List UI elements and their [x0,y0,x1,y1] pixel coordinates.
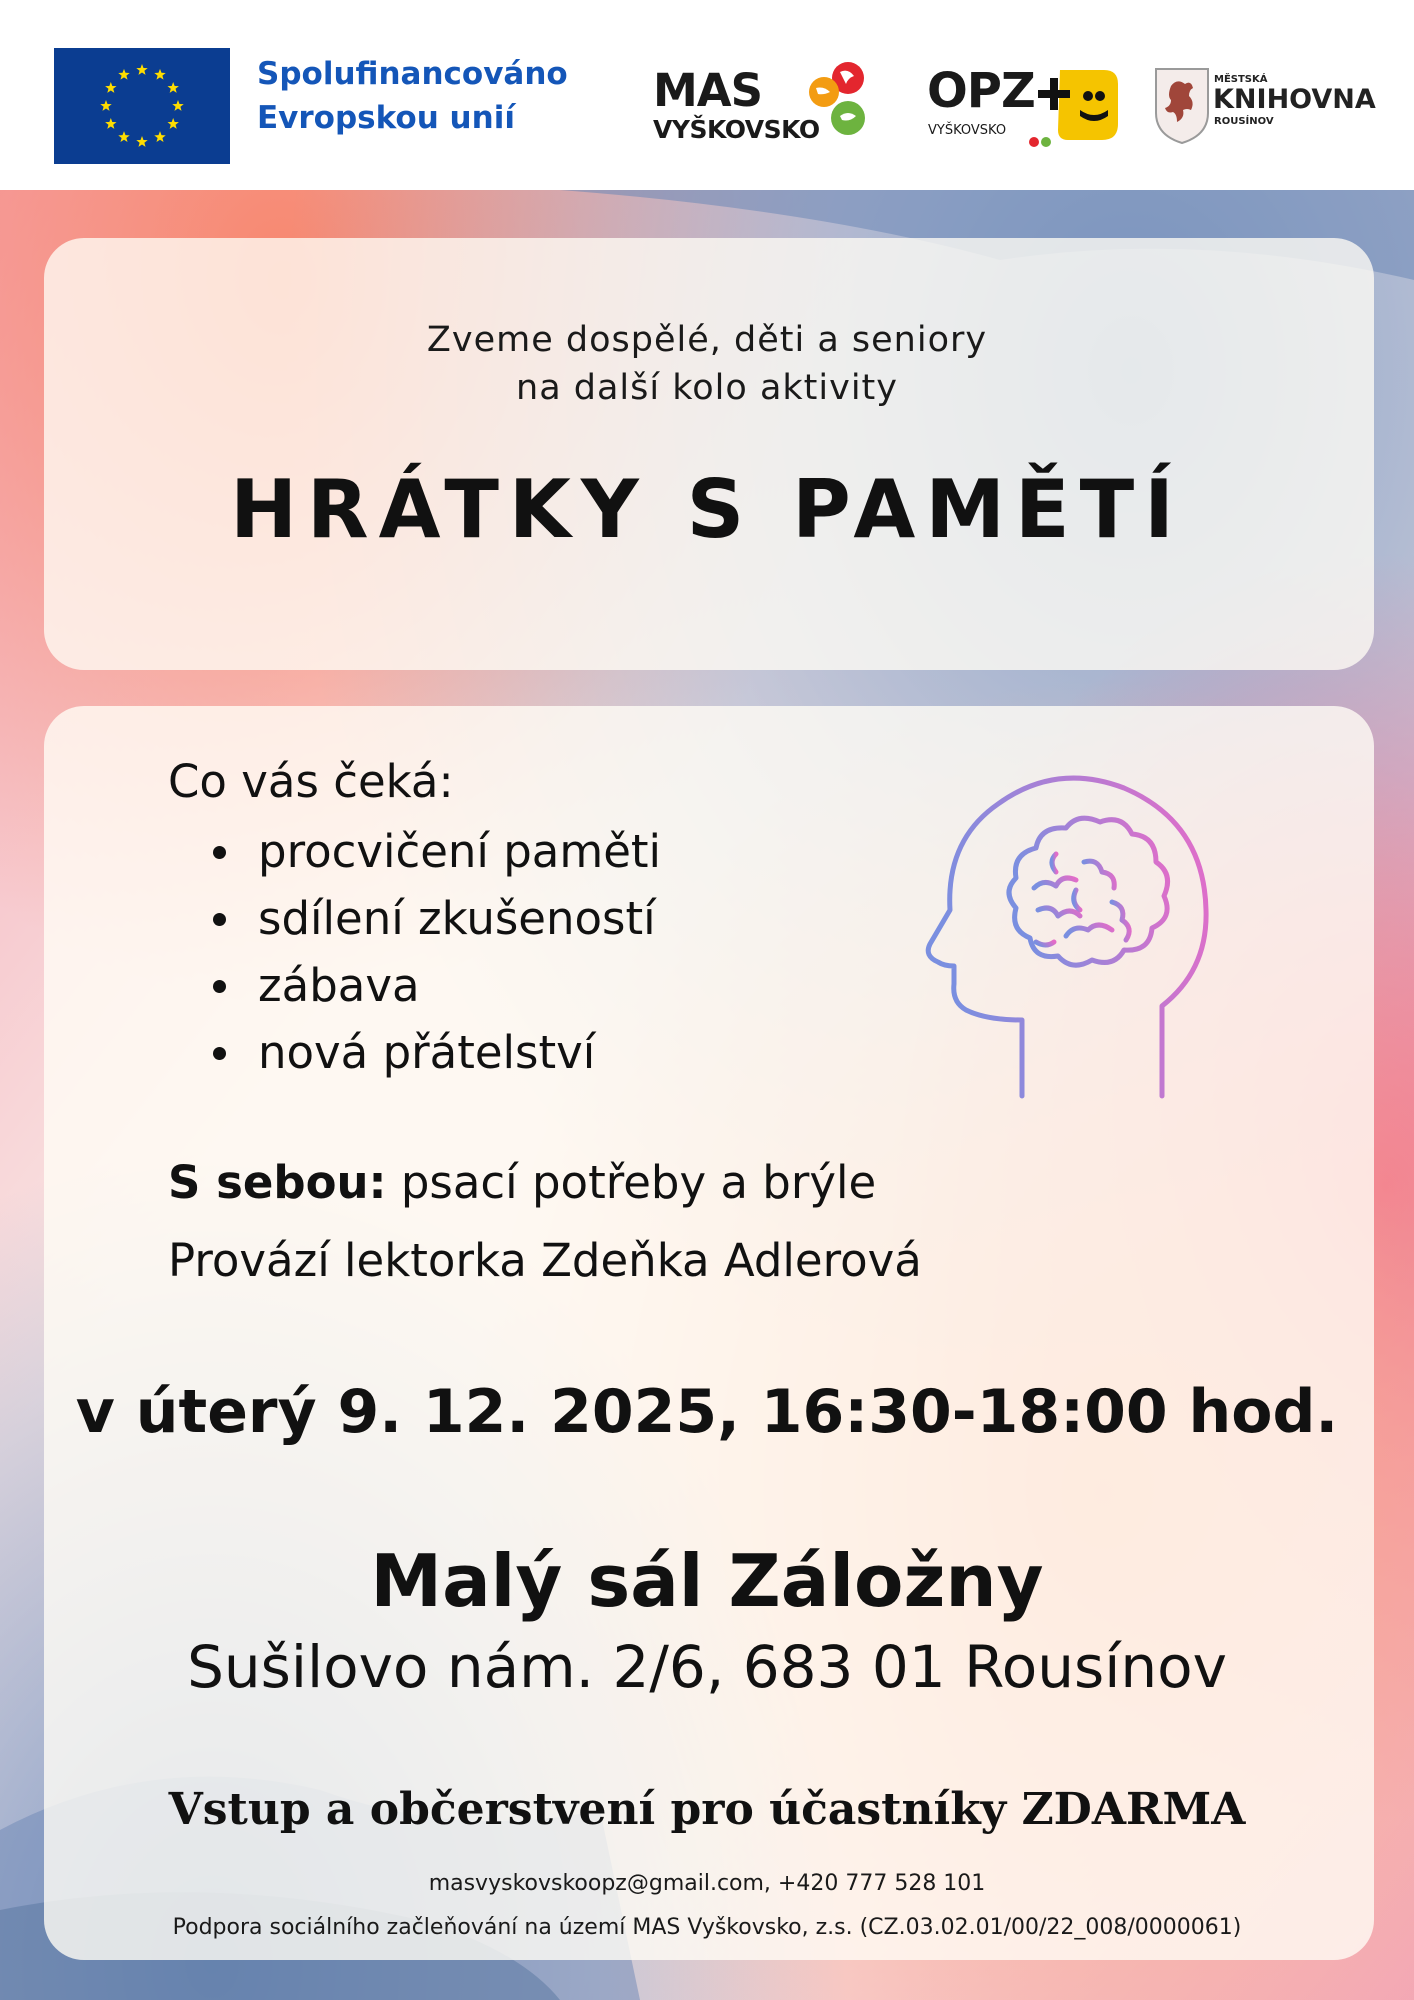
eu-flag-icon [54,48,230,164]
opz-sub: VYŠKOVSKO [928,123,1007,138]
opz-word: OPZ [927,63,1035,119]
library-logo [1150,62,1380,152]
library-town-text: ROUSÍNOV [1214,116,1274,127]
opz-vyskovsko-logo [924,62,1124,152]
what-awaits-section [168,752,888,1086]
lector-text: Provází lektorka Zdeňka Adlerová [168,1234,922,1287]
eu-cofunded-text [257,52,617,140]
mas-word: MAS [653,64,763,117]
library-small-text: MĚSTSKÁ [1214,74,1268,85]
what-awaits-heading: Co vás čeká: [168,755,454,808]
venue-address: Sušilovo nám. 2/6, 683 01 Rousínov [187,1633,1227,1701]
event-title: HRÁTKY S PAMĚTÍ [230,463,1184,556]
mas-vyskovsko-logo [650,58,870,158]
list-item: zábava [168,952,888,1019]
venue-name: Malý sál Záložny [370,1539,1044,1623]
list-item: nová přátelství [168,1019,888,1086]
list-item: sdílení zkušeností [168,885,888,952]
bring-along-items: psací potřeby a brýle [386,1156,877,1209]
contact-info: masvyskovskoopz@gmail.com, +420 777 528 101 [428,1871,986,1896]
eu-line-1: Spolufinancováno [257,56,568,92]
free-entry-text: Vstup a občerstvení pro účastníky ZDARMA [168,1784,1246,1835]
eu-line-2: Evropskou unií [257,100,515,136]
list-item: procvičení paměti [168,818,888,885]
bring-along-label: S sebou: [168,1156,387,1209]
bring-along-text [168,1153,1268,1213]
event-date: v úterý 9. 12. 2025, 16:30-18:00 hod. [75,1377,1339,1447]
mas-hands-icon [802,58,872,148]
intro-panel [44,238,1374,670]
what-awaits-list [168,818,888,1086]
project-support-text: Podpora sociálního začleňování na území MAS Vyškovsko, z.s. (CZ.03.02.01/00/22_008/0000061) [172,1915,1242,1940]
invitation-line-1: Zveme dospělé, děti a seniory [426,320,988,360]
logo-header [0,0,1414,190]
library-main-text: KNIHOVNA [1213,84,1376,115]
mas-sub: VYŠKOVSKO [653,115,820,144]
opz-plus-icon [1024,62,1124,152]
library-shield-icon [1153,66,1211,146]
brain-head-icon [916,770,1216,1100]
invitation-line-2: na další kolo aktivity [516,368,898,408]
invitation-text [250,316,1164,412]
